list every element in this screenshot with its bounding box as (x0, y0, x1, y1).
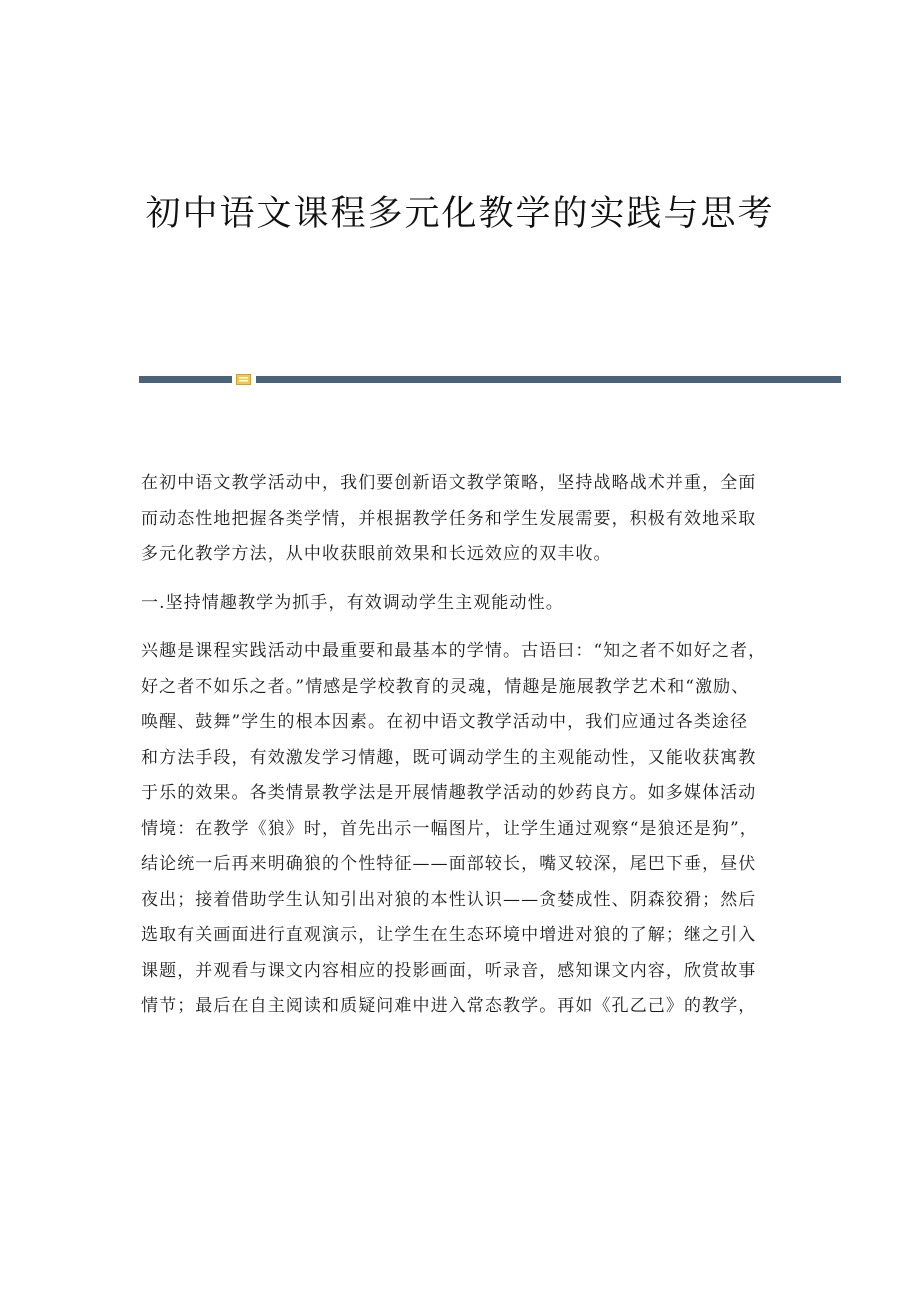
text-line: 课题，并观看与课文内容相应的投影画面，听录音，感知课文内容，欣赏故事 (141, 960, 757, 981)
text-line: 于乐的效果。各类情景教学法是开展情趣教学活动的妙药良方。如多媒体活动 (141, 783, 757, 803)
paragraph-interest (141, 634, 781, 1025)
text-line: 多元化教学方法，从中收获眼前效果和长远效应的双丰收。 (141, 544, 612, 564)
divider-bar-left (139, 376, 232, 383)
text-line: 情境：在教学《狼》时，首先出示一幅图片，让学生通过观察“是狼还是狗”， (141, 818, 758, 839)
text-line: 和方法手段，有效激发学习情趣，既可调动学生的主观能动性，又能收获寓教 (141, 747, 757, 768)
text-line: 结论统一后再来明确狼的个性特征——面部较长，嘴叉较深，尾巴下垂，昼伏 (141, 854, 757, 874)
document-body (141, 466, 781, 1025)
text-line: 选取有关画面进行直观演示，让学生在生态环境中增进对狼的了解；继之引入 (141, 925, 757, 945)
heading-line: 一.坚持情趣教学为抓手，有效调动学生主观能动性。 (141, 592, 564, 613)
text-line: 而动态性地把握各类学情，并根据教学任务和学生发展需要，积极有效地采取 (141, 508, 757, 529)
title-divider (139, 374, 841, 384)
section-heading (141, 586, 781, 622)
text-line: 情节；最后在自主阅读和质疑问难中进入常态教学。再如《孔乙己》的教学， (141, 996, 757, 1016)
text-line: 在初中语文教学活动中，我们要创新语文教学策略，坚持战略战术并重，全面 (141, 473, 757, 493)
paragraph-intro (141, 466, 781, 573)
text-line: 唤醒、鼓舞”学生的根本因素。在初中语文教学活动中，我们应通过各类途径 (141, 712, 749, 732)
text-line: 兴趣是课程实践活动中最重要和最基本的学情。古语曰：“知之者不如好之者， (141, 641, 767, 661)
text-line: 好之者不如乐之者。”情感是学校教育的灵魂，情趣是施展教学艺术和“激励、 (141, 676, 750, 697)
document-title: 初中语文课程多元化教学的实践与思考 (145, 194, 775, 234)
divider-ornament-icon (236, 374, 251, 385)
text-line: 夜出；接着借助学生认知引出对狼的本性认识——贪婪成性、阴森狡猾；然后 (141, 889, 757, 910)
divider-bar-right (256, 376, 841, 383)
